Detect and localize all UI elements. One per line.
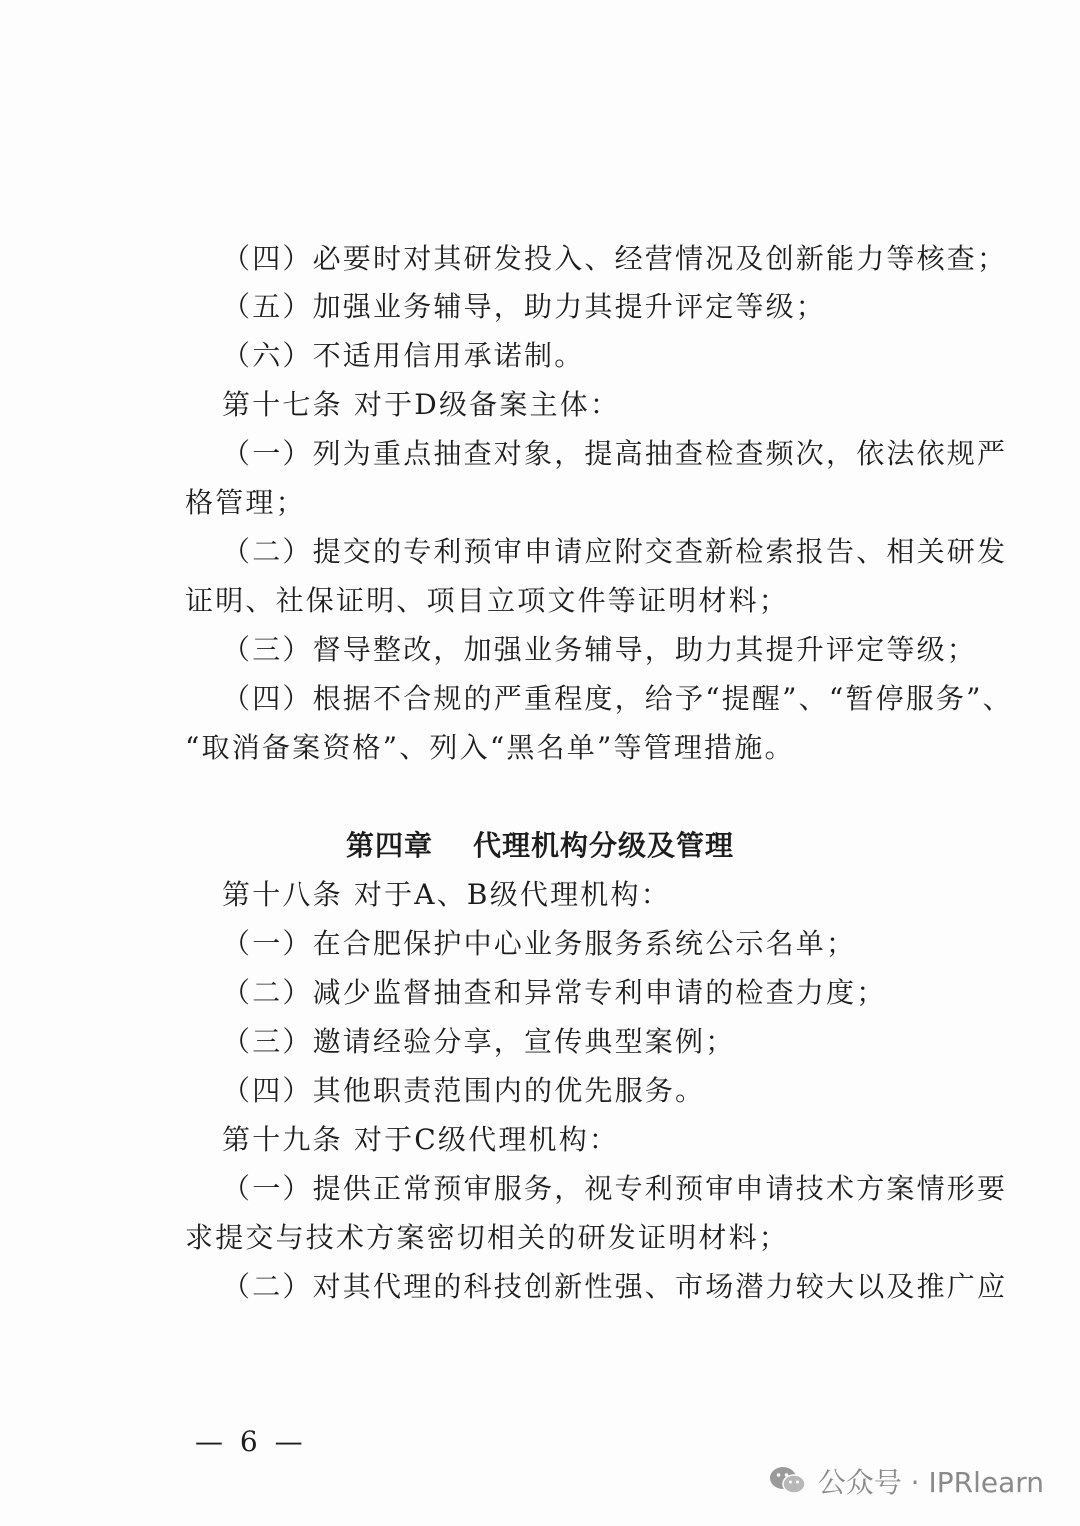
paragraph-line: （三）督导整改，加强业务辅导，助力其提升评定等级； <box>222 633 978 666</box>
paragraph-line: 证明、社保证明、项目立项文件等证明材料； <box>185 584 790 617</box>
article-heading: 第十九条 对于C级代理机构： <box>222 1123 620 1156</box>
paragraph-line: （一）在合肥保护中心业务服务系统公示名单； <box>222 927 857 960</box>
chapter-heading <box>0 828 1080 864</box>
paragraph-line: 求提交与技术方案密切相关的研发证明材料； <box>185 1221 790 1254</box>
paragraph-line: （二）提交的专利预审申请应附交查新检索报告、相关研发 <box>222 535 1008 568</box>
paragraph-line: （六）不适用信用承诺制。 <box>222 339 585 372</box>
paragraph-line: （五）加强业务辅导，助力其提升评定等级； <box>222 290 827 323</box>
watermark-text: 公众号 · IPRlearn <box>817 1466 1044 1499</box>
page-number: — 6 — <box>195 1425 307 1458</box>
chapter-number: 第四章 <box>345 829 433 862</box>
watermark <box>768 1460 1044 1502</box>
paragraph-line: （四）根据不合规的严重程度，给予“提醒”、“暂停服务”、 <box>222 682 1013 715</box>
paragraph-line: “取消备案资格”、列入“黑名单”等管理措施。 <box>185 731 795 764</box>
paragraph-line: 格管理； <box>185 486 306 519</box>
paragraph-line: （四）必要时对其研发投入、经营情况及创新能力等核查； <box>222 242 1008 275</box>
article-heading: 第十七条 对于D级备案主体： <box>222 388 621 421</box>
paragraph-line: （二）对其代理的科技创新性强、市场潜力较大以及推广应 <box>222 1270 1008 1303</box>
paragraph-line: （一）提供正常预审服务，视专利预审申请技术方案情形要 <box>222 1172 1008 1205</box>
wechat-icon <box>768 1464 808 1498</box>
paragraph-line: （一）列为重点抽查对象，提高抽查检查频次，依法依规严 <box>222 437 1008 470</box>
paragraph-line: （二）减少监督抽查和异常专利申请的检查力度； <box>222 976 887 1009</box>
paragraph-line: （三）邀请经验分享，宣传典型案例； <box>222 1025 736 1058</box>
paragraph-line: （四）其他职责范围内的优先服务。 <box>222 1074 706 1107</box>
article-heading: 第十八条 对于A、B级代理机构： <box>222 878 671 911</box>
chapter-title: 代理机构分级及管理 <box>473 829 735 862</box>
